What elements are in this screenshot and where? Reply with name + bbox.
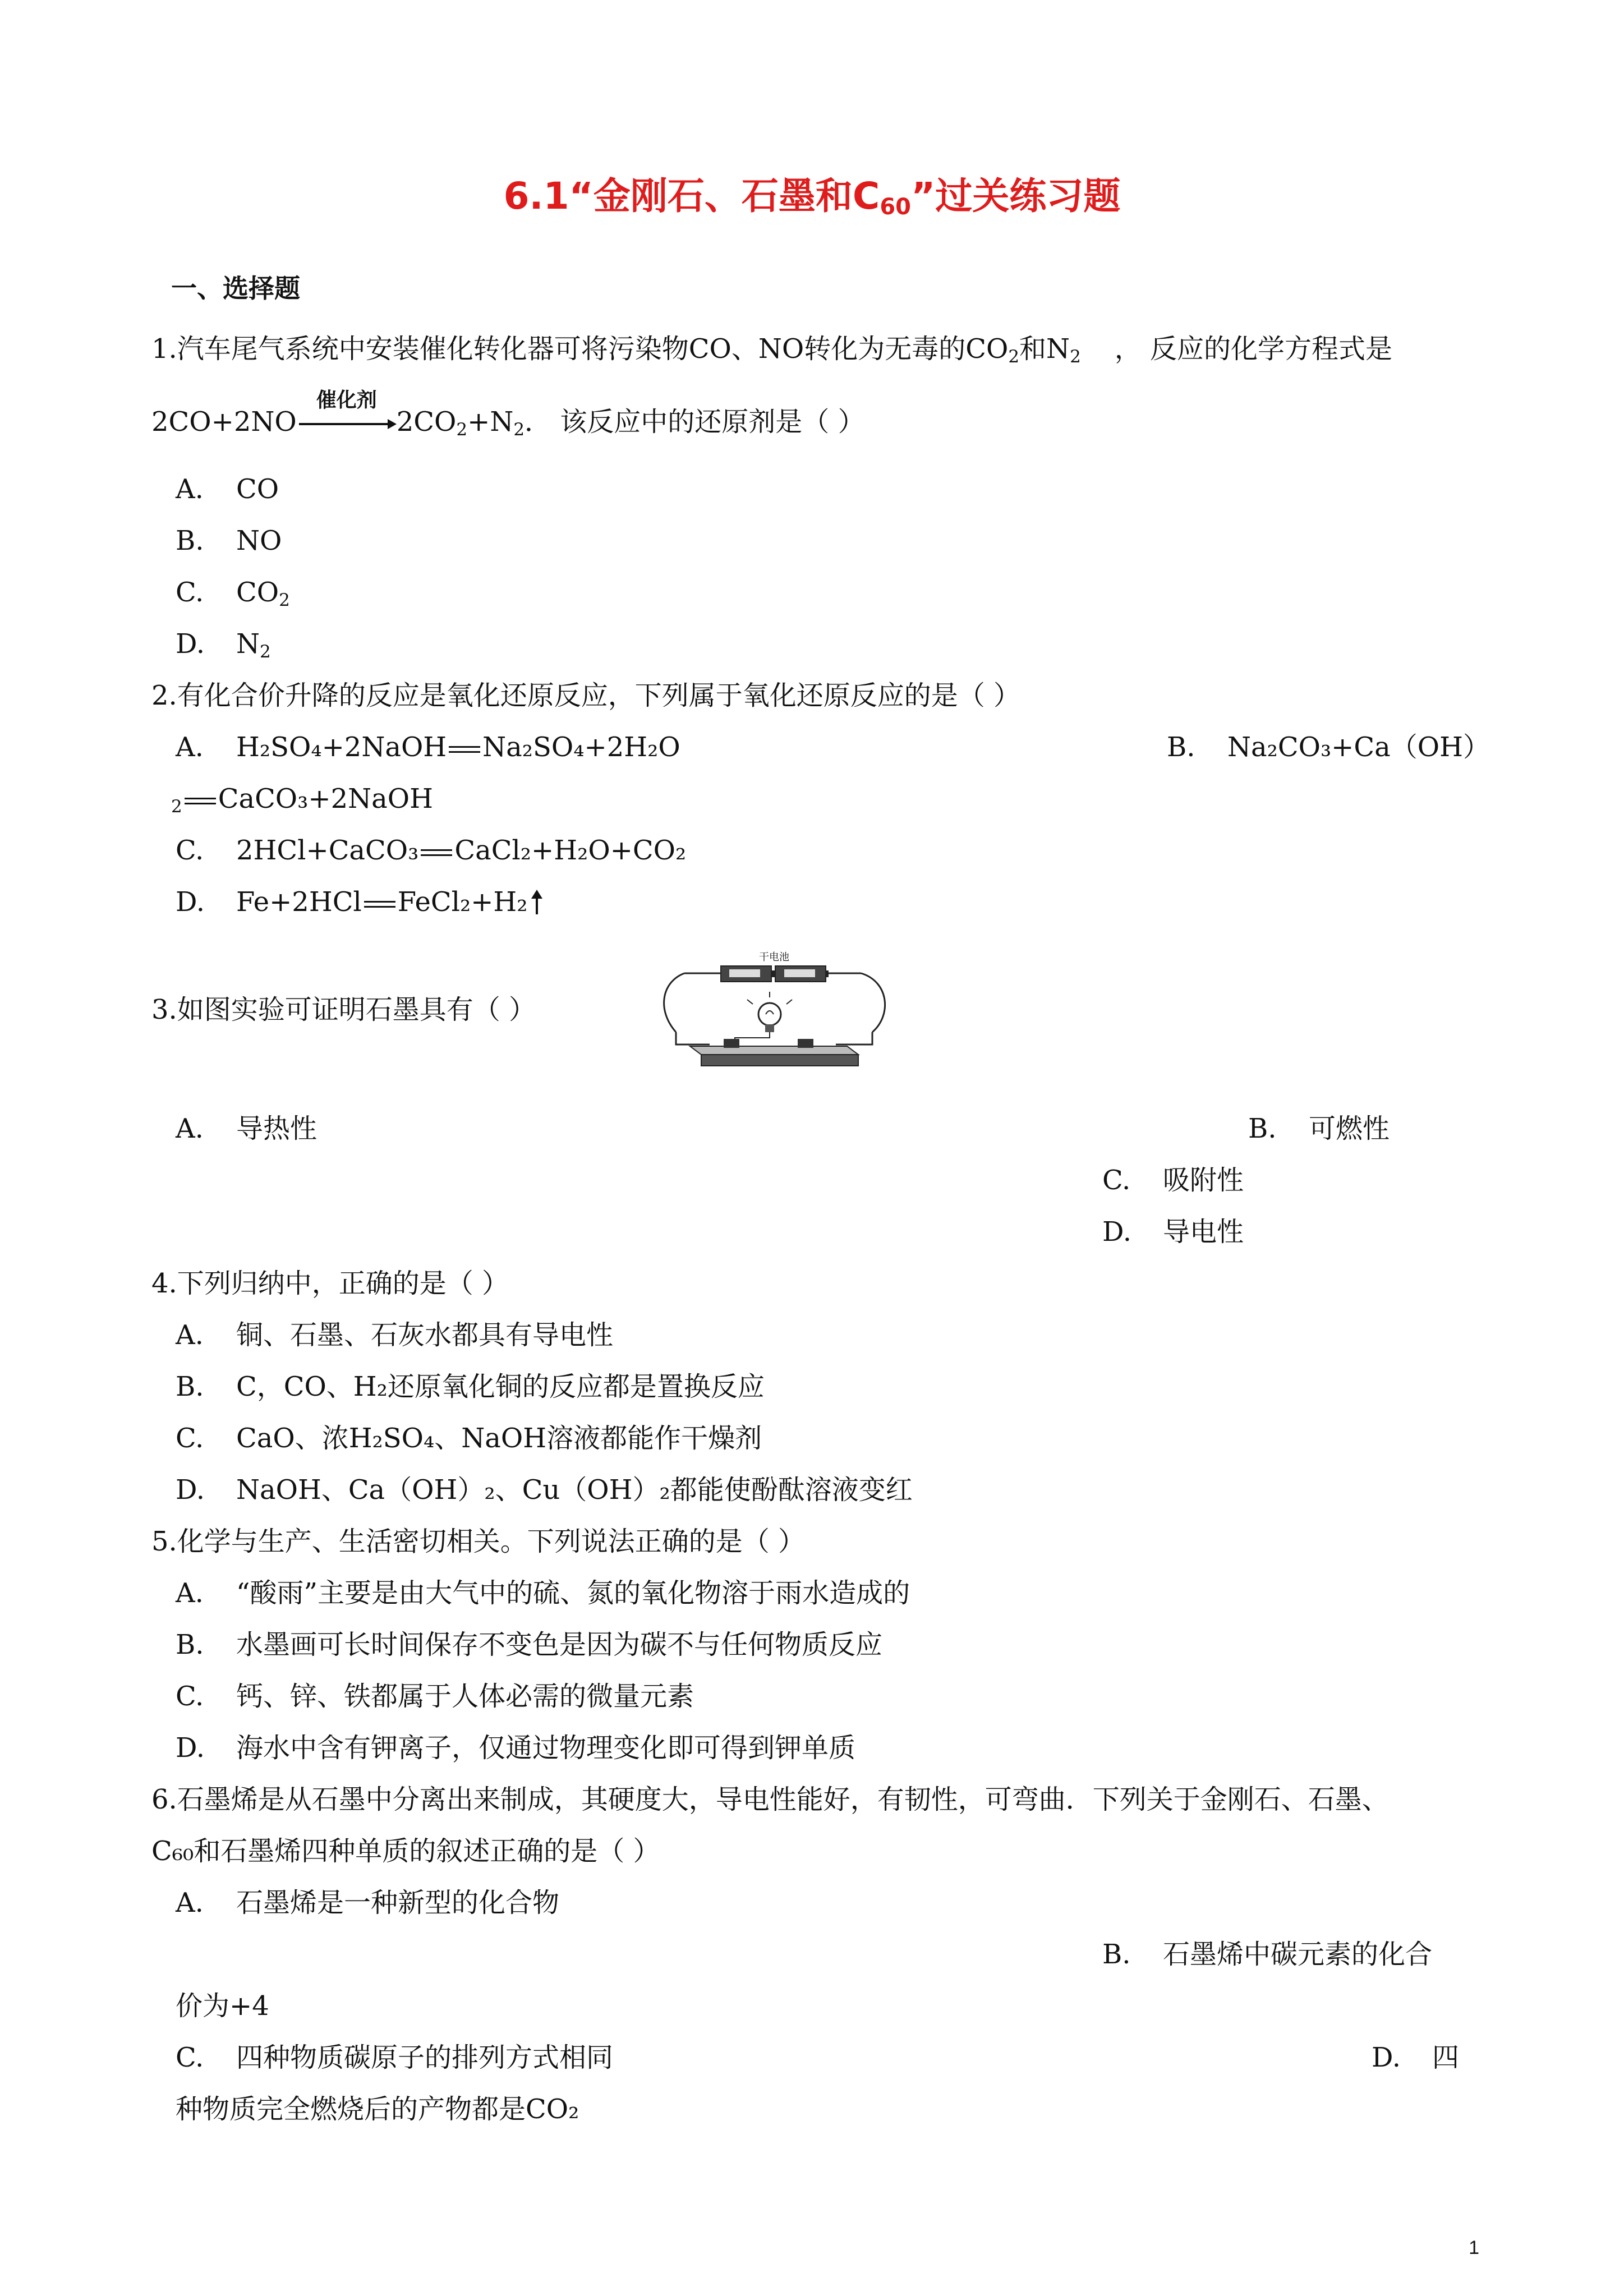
page-number: 1 [1469,2237,1479,2258]
question-1-equation: 2CO+2NO 催化剂 $2CO_2+N_2$． 该反应中的还原剂是（ ） [151,389,865,440]
q3-option-b[interactable]: B. 可燃性 [1248,1113,1390,1144]
q1-option-a[interactable]: A. CO [176,473,279,505]
q5-option-b[interactable]: B. 水墨画可长时间保存不变色是因为碳不与任何物质反应 [176,1629,883,1660]
q6-option-a[interactable]: A. 石墨烯是一种新型的化合物 [176,1887,560,1918]
question-5-stem: 5.化学与生产、生活密切相关。下列说法正确的是（ ） [151,1526,806,1557]
q6-option-d-continued: 种物质完全燃烧后的产物都是CO₂ [176,2093,579,2125]
q3-option-d[interactable]: D. 导电性 [1102,1216,1244,1248]
battery-icon [721,966,829,982]
q5-option-a[interactable]: A. “酸雨”主要是由大气中的硫、氮的氧化物溶于雨水造成的 [176,1577,910,1609]
graphite-circuit-diagram [651,948,898,1071]
q1-option-c[interactable]: C. $CO_2$ [176,577,290,610]
q2-option-c[interactable]: C. 2HCl+CaCO₃ CaCl₂+H₂O+CO₂ [176,835,687,866]
q6-option-c[interactable]: C. 四种物质碳原子的排列方式相同 [176,2042,614,2073]
light-bulb-icon [747,992,792,1032]
q5-option-d[interactable]: D. 海水中含有钾离子，仅通过物理变化即可得到钾单质 [176,1732,856,1764]
q4-option-a[interactable]: A. 铜、石墨、石灰水都具有导电性 [176,1319,614,1351]
question-3-stem: 3.如图实验可证明石墨具有（ ） [151,994,536,1025]
question-4-stem: 4.下列归纳中，正确的是（ ） [151,1268,509,1299]
q1-option-b[interactable]: B. NO [176,525,282,556]
q2-option-d[interactable]: D. Fe+2HCl FeCl₂+H₂ [176,884,542,920]
q3-option-c[interactable]: C. 吸附性 [1102,1165,1244,1196]
q5-option-c[interactable]: C. 钙、锌、铁都属于人体必需的微量元素 [176,1681,694,1712]
question-1-stem: 1.汽车尾气系统中安装催化转化器可将污染物CO、NO转化为无毒的$CO_2$和$N_2$ ， 反应的化学方程式是 [151,333,1393,367]
q6-option-b-continued: 价为+4 [176,1990,269,2022]
q2-option-b[interactable]: B. Na₂CO₃+Ca（OH） [1167,731,1490,763]
q1-option-d[interactable]: D. $N_2$ [176,628,271,662]
q6-option-b[interactable]: B. 石墨烯中碳元素的化合 [1102,1939,1433,1970]
q4-option-c[interactable]: C. CaO、浓H₂SO₄、NaOH溶液都能作干燥剂 [176,1423,762,1454]
q2-option-a[interactable]: A. H₂SO₄+2NaOH Na₂SO₄+2H₂O [176,731,680,763]
question-2-stem: 2.有化合价升降的反应是氧化还原反应，下列属于氧化还原反应的是（ ） [151,680,1021,711]
q4-option-b[interactable]: B. C，CO、H₂还原氧化铜的反应都是置换反应 [176,1371,765,1402]
q6-option-d[interactable]: D. 四 [1372,2042,1460,2073]
q2-option-b-continued: $_2$ CaCO₃+2NaOH [171,783,433,817]
question-6-stem: 6.石墨烯是从石墨中分离出来制成，其硬度大，导电性能好，有韧性，可弯曲．下列关于金刚石、石墨、 [151,1784,1389,1815]
section-heading: 一、选择题 [171,273,300,303]
battery-label: 干电池 [759,951,789,963]
page-title: 6.1“金刚石、石墨和$C_{60}$”过关练习题 [503,174,1121,220]
question-6-stem-continued: C₆₀和石墨烯四种单质的叙述正确的是（ ） [151,1835,660,1867]
q4-option-d[interactable]: D. NaOH、Ca（OH）₂、Cu（OH）₂都能使酚酞溶液变红 [176,1474,913,1506]
gas-up-arrow-icon [531,890,542,914]
q3-option-a[interactable]: A. 导热性 [176,1113,318,1144]
reaction-arrow: 催化剂 [297,404,397,440]
graphite-block-icon [690,1039,858,1066]
